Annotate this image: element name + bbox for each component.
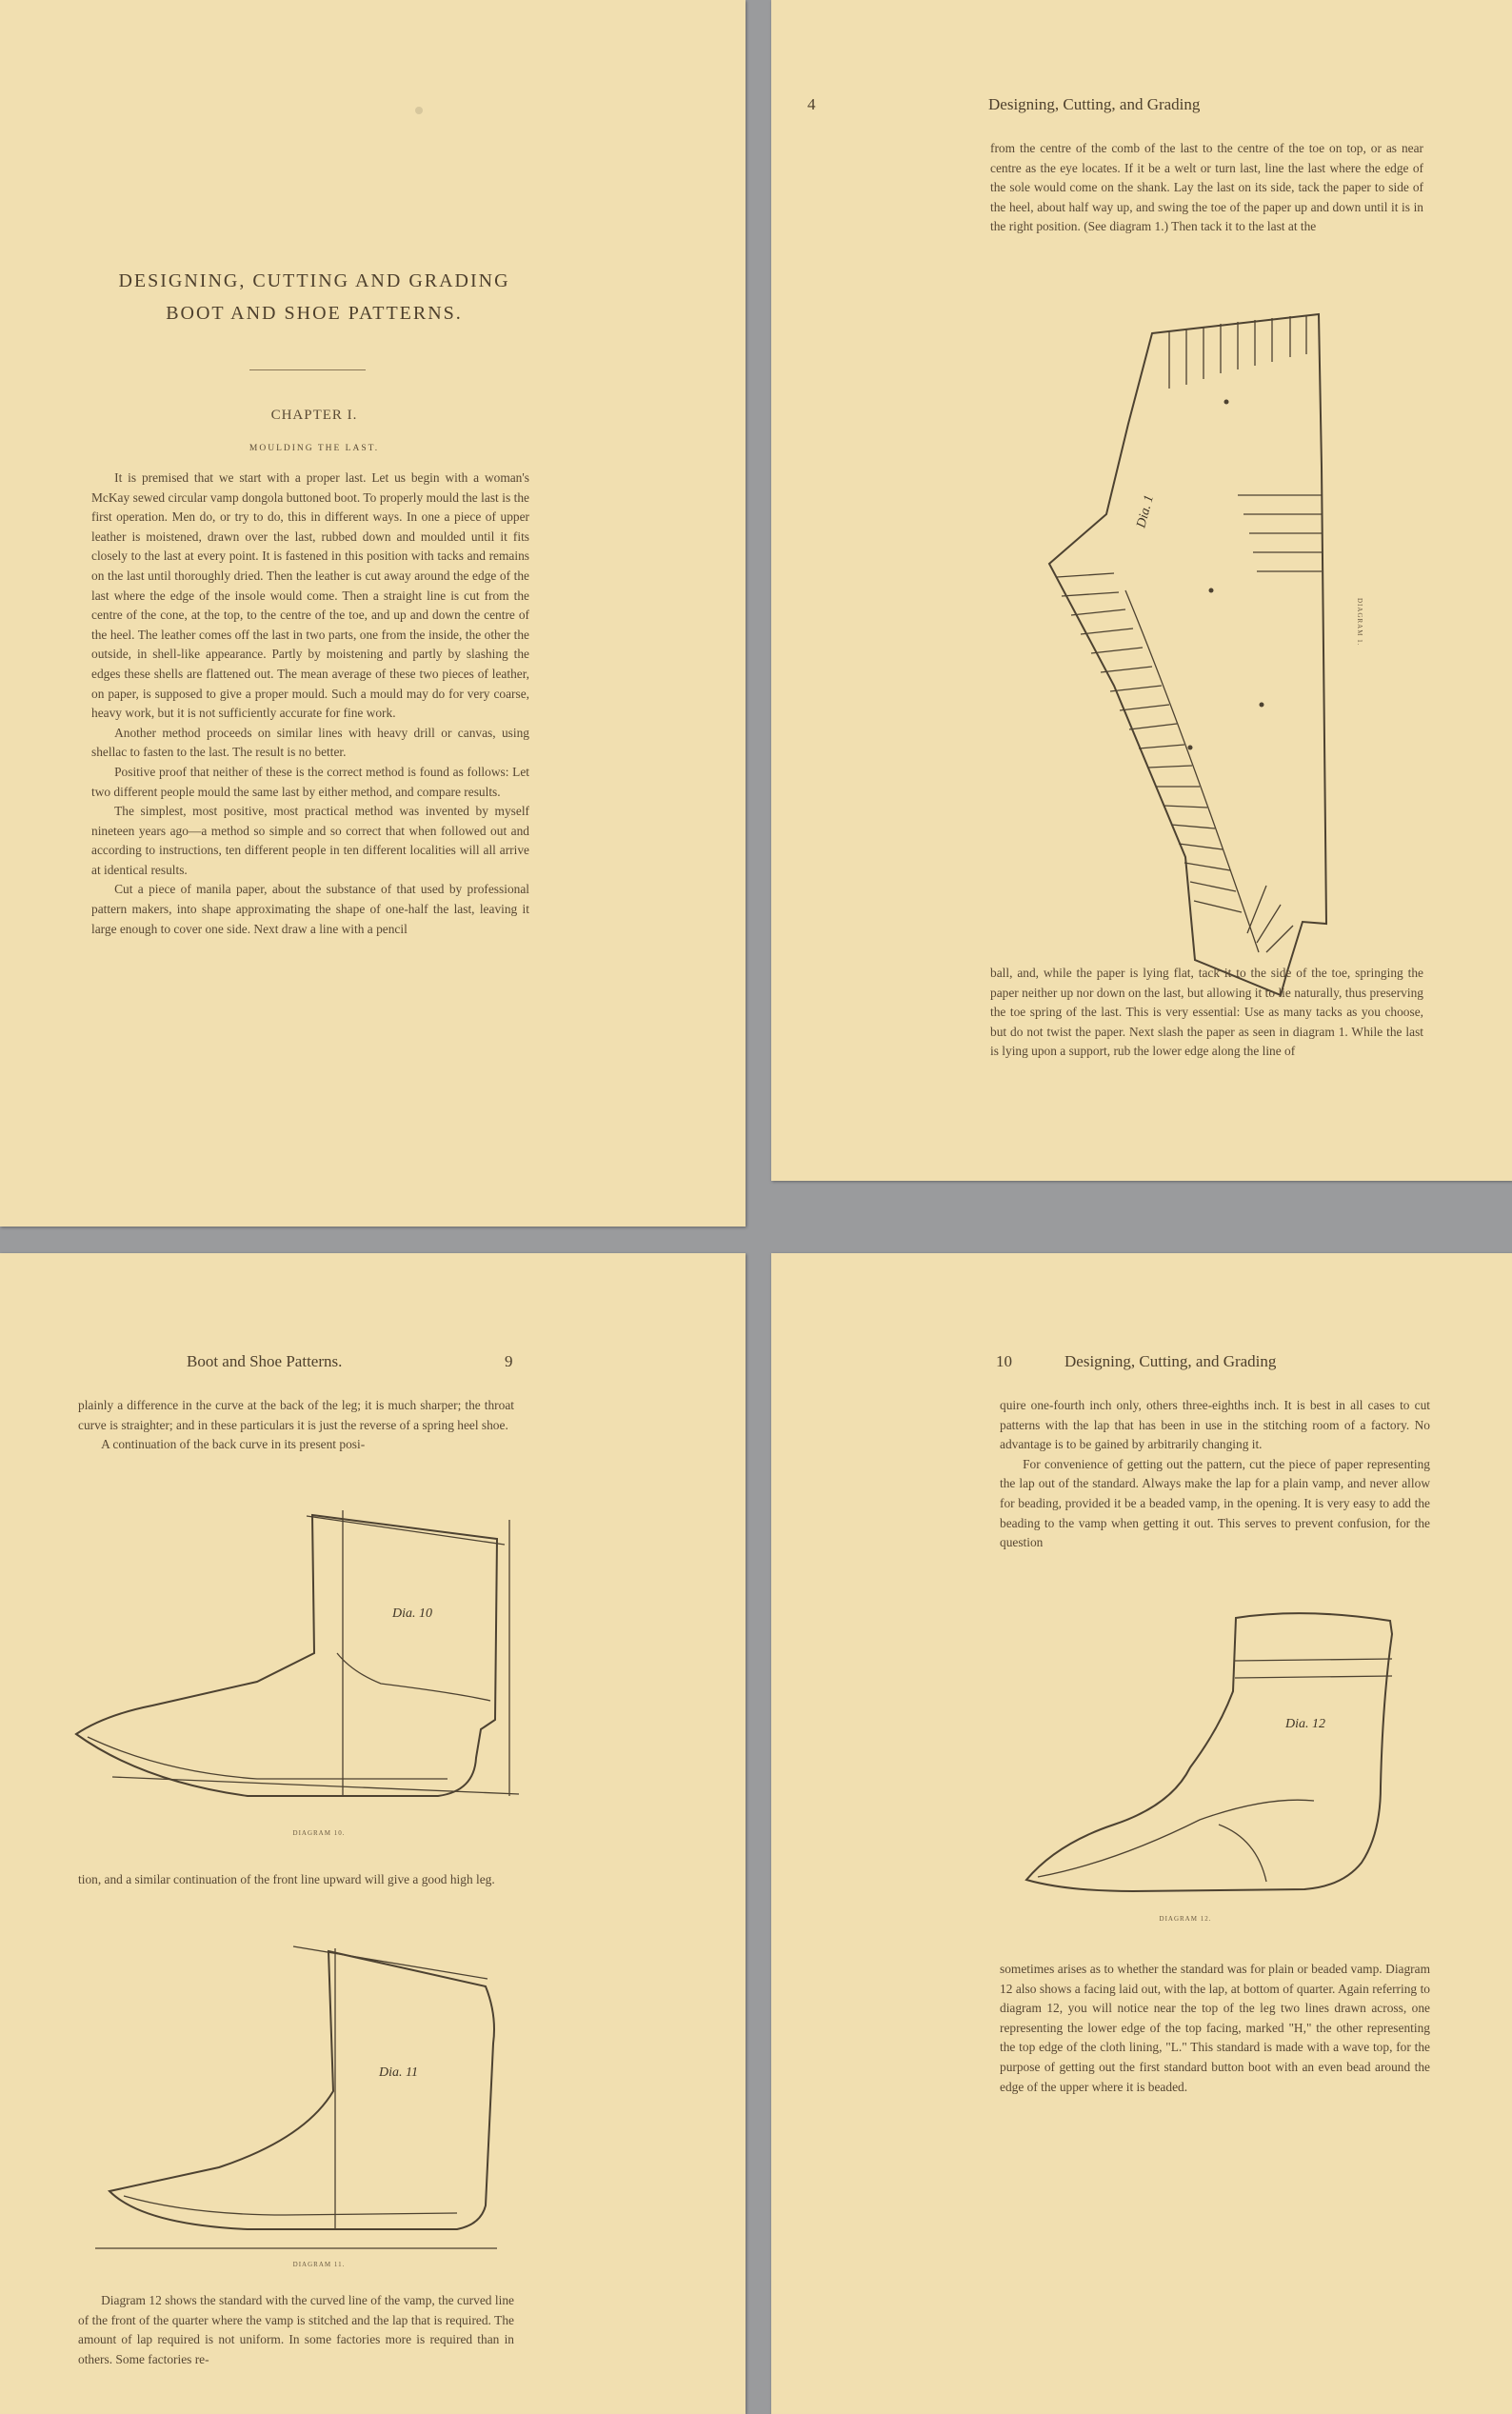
book-title-line2: BOOT AND SHOE PATTERNS. [166, 303, 463, 324]
book-title-line1: DESIGNING, CUTTING AND GRADING [118, 270, 510, 291]
diagram-1-caption: DIAGRAM 1. [1356, 598, 1363, 647]
paragraph: plainly a difference in the curve at the back of the leg; it is much sharper; the throat curve is straighter; and in these particulars it is just the reverse of a spring heel shoe. [78, 1398, 514, 1432]
diagram-11 [0, 1253, 746, 2414]
page-4-body-bottom [990, 964, 1423, 1062]
page-10-body-bottom [1000, 1960, 1430, 2097]
page-9-body-bottom [78, 2291, 514, 2369]
diagram-1-label: Dia. 1 [1134, 493, 1157, 530]
running-head-title: Designing, Cutting, and Grading [1064, 1352, 1277, 1370]
paragraph: Diagram 12 shows the standard with the curved line of the vamp, the curved line of the front of the quarter where the vamp is stitched and the lap that is required. The amount of lap required is not uniform. In some factories more is required than in others. Some factories re- [78, 2293, 514, 2366]
paragraph: The simplest, most positive, most practical method was invented by myself nineteen years ago—a method so simple and so correct that when followed out and according to instructions, ten different people in ten different localities will all arrive at identical results. [91, 804, 529, 877]
chapter-heading: CHAPTER I. [270, 408, 358, 423]
paragraph: sometimes arises as to whether the standard was for plain or beaded vamp. Diagram 12 also shows a facing laid out, with the lap, at bottom of quarter. Again referring to diagram 12, you will notice near the top of the leg two lines drawn across, one representing the lower edge of the top facing, marked "H," the other representing the top edge of the cloth lining, "L." This standard is made with a wave top, for the purpose of getting out the first standard button boot with an even bead around the edge of the upper where it is beaded. [1000, 1962, 1430, 2094]
page-1 [0, 0, 746, 1227]
diagram-10-label: Dia. 10 [392, 1606, 432, 1621]
diagram-12-label: Dia. 12 [1285, 1717, 1325, 1731]
diagram-12-caption: DIAGRAM 12. [1159, 1915, 1212, 1923]
page-10 [771, 1253, 1512, 2414]
paragraph: Cut a piece of manila paper, about the substance of that used by professional pattern makers, into shape approximating the shape of one-half the last, leaving it large enough to cover one side. Next draw a line with a pencil [91, 882, 529, 936]
paragraph: ball, and, while the paper is lying flat, tack it to the side of the toe, springing the paper neither up nor down on the last, but allowing it to lie naturally, thus preserving the toe spring of the last. This is very essential: Use as many tacks as you choose, but do not twist the paper. Next slash the paper as seen in diagram 1. While the last is lying upon a support, rub the lower edge along the line of [990, 966, 1423, 1059]
book-title [57, 265, 571, 329]
section-heading: MOULDING THE LAST. [249, 444, 380, 453]
paragraph: Positive proof that neither of these is the correct method is found as follows: Let two different people mould the same last by either method, and compare results. [91, 764, 529, 799]
diagram-10-caption: DIAGRAM 10. [292, 1829, 346, 1837]
page-4 [771, 0, 1512, 1181]
page-number: 9 [505, 1352, 513, 1370]
paragraph: Another method proceeds on similar lines with heavy drill or canvas, using shellac to fasten to the last. The result is no better. [91, 725, 529, 760]
page-number: 10 [996, 1352, 1012, 1370]
paragraph: It is premised that we start with a proper last. Let us begin with a woman's McKay sewed circular vamp dongola buttoned boot. To properly mould the last is the first operation. Men do, or try to do, this in different ways. In one a piece of upper leather is moistened, drawn over the last, rubbed down and moulded until it fits closely to the last at every point. It is fastened in this position with tacks and remains on the last until thoroughly dried. Then the leather is cut away around the edge of the last where the edge of the insole would come. Then a straight line is cut from the centre of the cone, at the top, to the centre of the toe, and up and down the centre of the heel. The leather comes off the last in two parts, one from the inside, the other the outside, in shell-like appearance. Partly by moistening and partly by slashing the edges these shells are flattened out. The mean average of these two pieces of leather, on paper, is supposed to give a proper mould. Such a mould may do for very coarse, heavy work, but it is not sufficiently accurate for fine work. [91, 470, 529, 721]
paragraph: quire one-fourth inch only, others three-eighths inch. It is best in all cases to cut patterns with the lap that has been in use in the stitching room of a factory. No advantage is to be gained by arbitrarily changing it. [1000, 1398, 1430, 1452]
diagram-12 [771, 1253, 1512, 2414]
diagram-11-label: Dia. 11 [379, 2065, 418, 2080]
paragraph: from the centre of the comb of the last to the centre of the toe on top, or as near centre as the eye locates. If it be a welt or turn last, line the last where the edge of the sole would come on the shank. Lay the last on its side, tack the paper to side of the heel, about half way up, and swing the toe of the paper up and down until it is in the right position. (See diagram 1.) Then tack it to the last at the [990, 141, 1423, 234]
diagram-11-caption: DIAGRAM 11. [292, 2261, 346, 2268]
page-number: 4 [807, 95, 816, 113]
paragraph: tion, and a similar continuation of the front line upward will give a good high leg. [78, 1872, 495, 1886]
title-rule [249, 369, 366, 370]
page-smudge [415, 107, 423, 114]
paragraph: A continuation of the back curve in its present posi- [101, 1437, 366, 1452]
page-9 [0, 1253, 746, 2414]
running-head-title: Designing, Cutting, and Grading [988, 95, 1201, 113]
running-head-title: Boot and Shoe Patterns. [187, 1352, 343, 1370]
paragraph: For convenience of getting out the pattern, cut the piece of paper representing the lap out of the standard. Always make the lap for a plain vamp, and never allow for beading, provided it be a beaded vamp, in the opening. It is very easy to add the beading to the vamp when getting it out. This serves to prevent confusion, for the question [1000, 1456, 1430, 1550]
page-1-body [91, 469, 529, 939]
